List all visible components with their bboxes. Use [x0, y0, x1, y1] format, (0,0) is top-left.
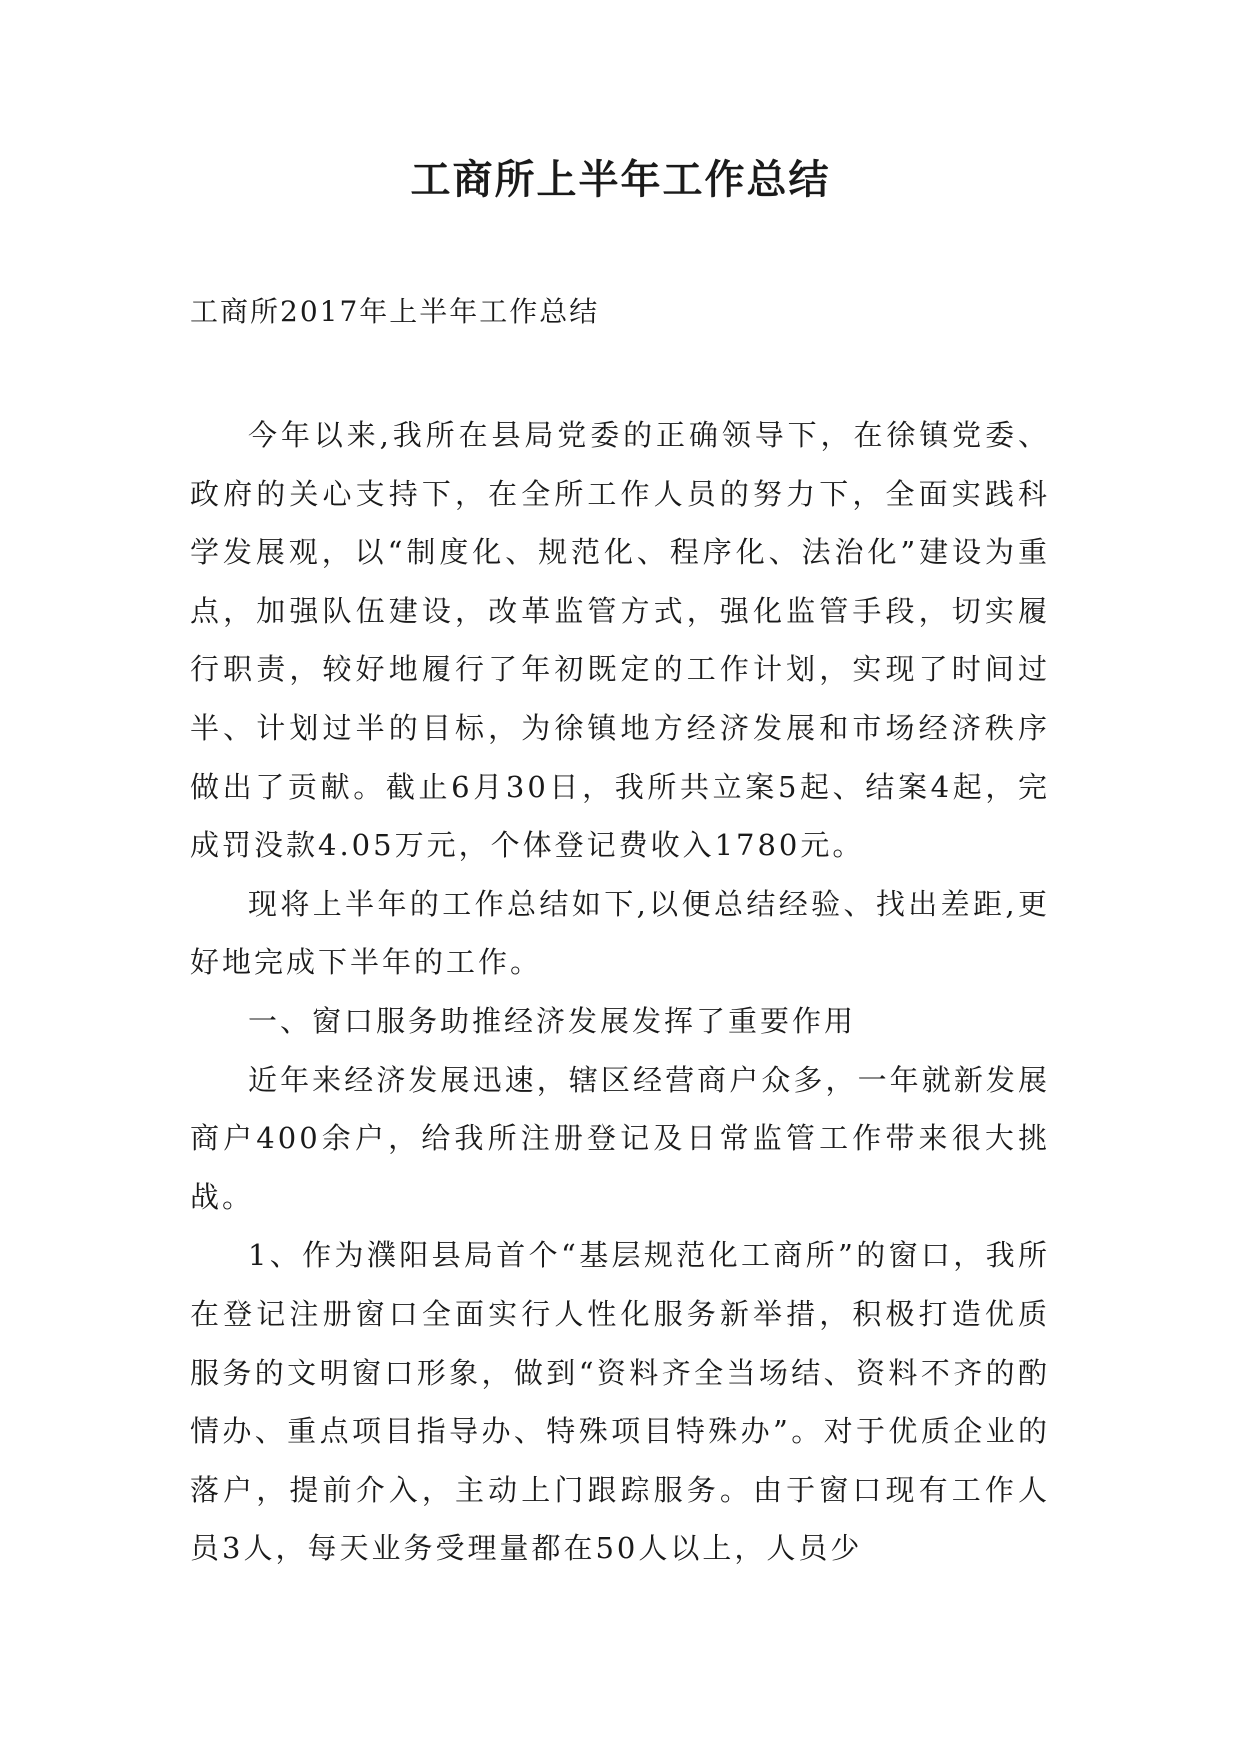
body-paragraph: 近年来经济发展迅速，辖区经营商户众多，一年就新发展商户400余户，给我所注册登记及日常监管工作带来很大挑战。 [190, 1062, 1050, 1214]
body-paragraph: 1、作为濮阳县局首个“基层规范化工商所”的窗口，我所在登记注册窗口全面实行人性化服务新举措，积极打造优质服务的文明窗口形象，做到“资料齐全当场结、资料不齐的酌情办、重点项目指导办、特殊项目特殊办”。对于优质企业的落户，提前介入，主动上门跟踪服务。由于窗口现有工作人员3人，每天业务受理量都在50人以上，人员少 [190, 1238, 1050, 1566]
section-heading: 一、窗口服务助推经济发展发挥了重要作用 [248, 1003, 857, 1038]
document-subtitle: 工商所2017年上半年工作总结 [190, 295, 600, 328]
document-title: 工商所上半年工作总结 [410, 157, 831, 203]
body-paragraph: 现将上半年的工作总结如下,以便总结经验、找出差距,更好地完成下半年的工作。 [190, 886, 1050, 980]
document-body [190, 406, 1050, 1578]
body-paragraph: 今年以来,我所在县局党委的正确领导下，在徐镇党委、政府的关心支持下，在全所工作人员的努力下，全面实践科学发展观，以“制度化、规范化、程序化、法治化”建设为重点，加强队伍建设，改革监管方式，强化监管手段，切实履行职责，较好地履行了年初既定的工作计划，实现了时间过半、计划过半的目标，为徐镇地方经济发展和市场经济秩序做出了贡献。截止6月30日，我所共立案5起、结案4起，完成罚没款4.05万元，个体登记费收入1780元。 [190, 418, 1050, 863]
